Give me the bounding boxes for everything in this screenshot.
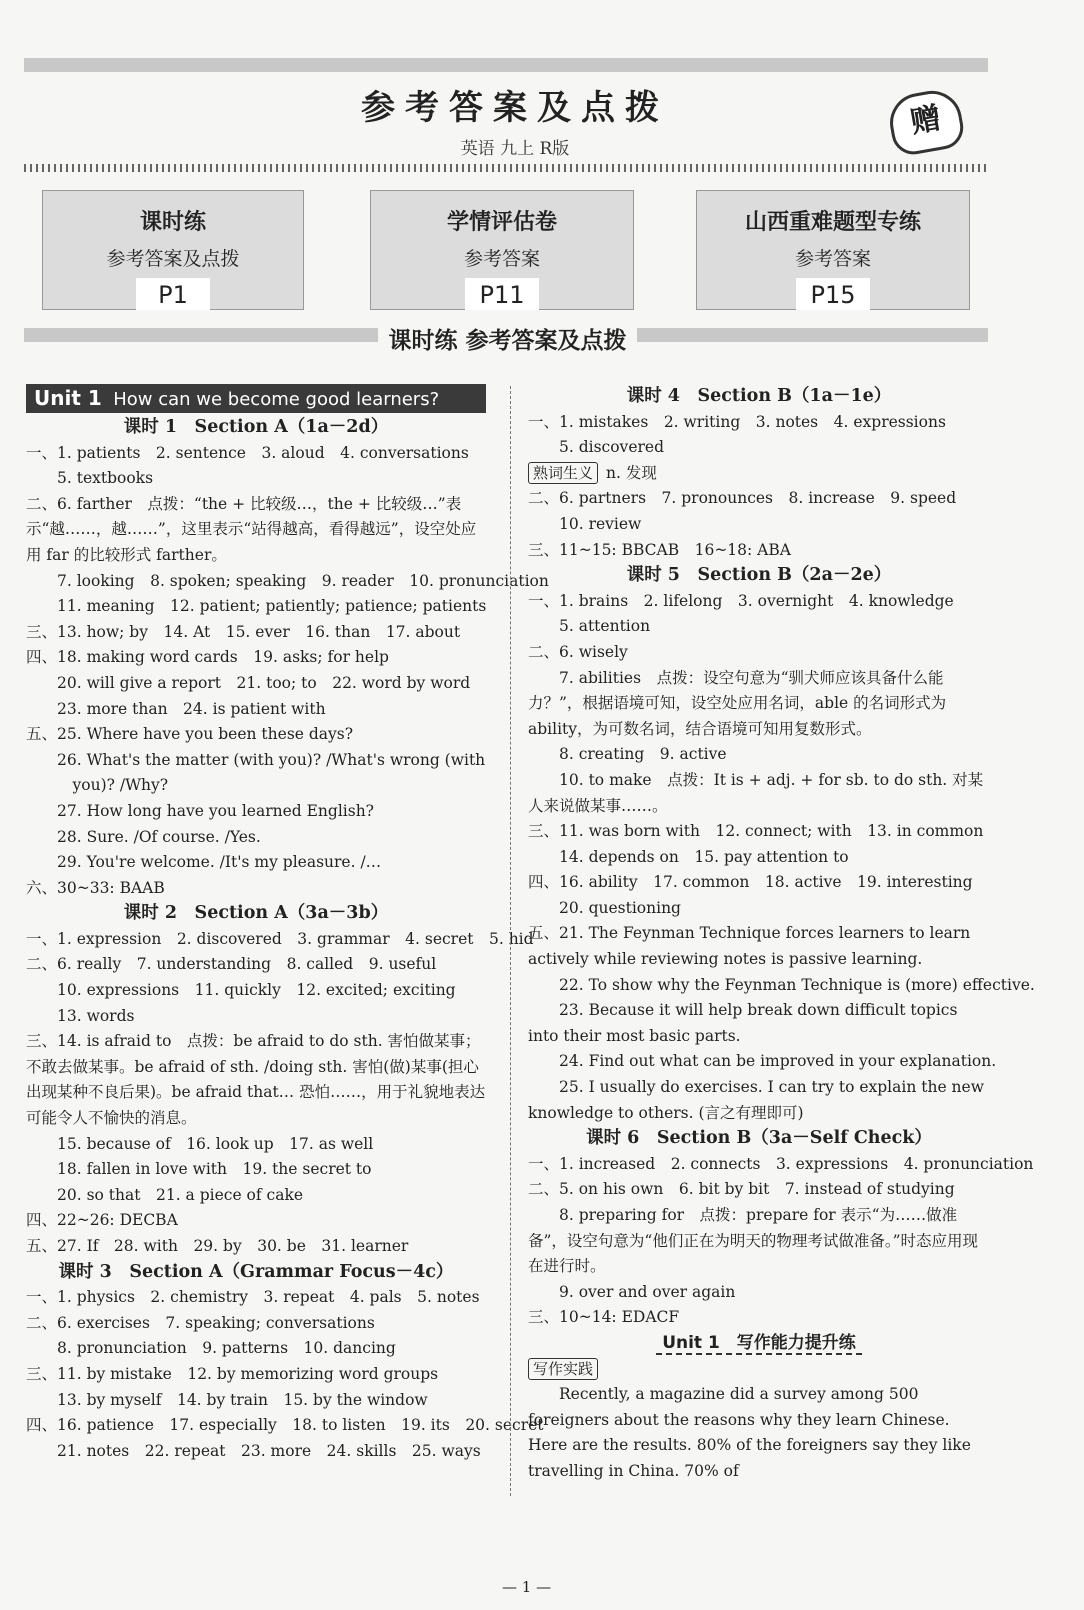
answer-line: 10. expressions 11. quickly 12. excited; exciting [26,981,456,1000]
tag-text: n. 发现 [606,463,657,482]
tag-label: 熟词生义 [528,462,598,484]
lesson-heading: 课时 2 Section A（3a－3b） [123,903,389,924]
answer-note: 7. abilities 点拨：设空句意为“驯犬师应该具备什么能力？”，根据语境可知，设空处应用名词，able 的名词形式为 ability，为可数名词，结合语境可知用复数形式。 [528,668,947,738]
answer-line: 六、30~33: BAAB [26,878,165,897]
answer-line: 三、10~14: EDACF [528,1308,680,1327]
section-title [0,322,1015,355]
answer-line: 5. textbooks [26,469,154,488]
answer-line: 一、1. brains 2. lifelong 3. overnight 4. knowledge [528,591,954,610]
answer-line: 一、1. expression 2. discovered 3. grammar 4. secret 5. hid [26,929,534,948]
box-page: P15 [796,278,870,310]
answer-line: 23. more than 24. is patient with [26,699,326,718]
answer-line: 9. over and over again [528,1282,736,1301]
answer-note: 10. to make 点拨：It is + adj. + for sb. to do sth. 对某人来说做某事……。 [528,770,984,815]
writing-unit-text: Unit 1 写作能力提升练 [656,1333,862,1355]
answer-box-2 [370,190,634,310]
answer-line: 一、1. mistakes 2. writing 3. notes 4. expressions [528,412,946,431]
unit-question: How can we become good learners? [113,389,440,410]
answer-line: 20. will give a report 21. too; to 22. word by word [26,673,471,692]
box-page: P11 [465,278,539,310]
answer-line: 二、5. on his own 6. bit by bit 7. instead of studying [528,1180,955,1199]
writing-unit-heading [528,1331,990,1357]
tag-label: 写作实践 [528,1358,598,1380]
page-subtitle: 英语 九上 R版 [460,139,570,159]
lesson-heading: 课时 4 Section B（1a－1e） [626,386,892,406]
page-title: 参考答案及点拨 [361,88,669,128]
box-title: 山西重难题型专练 [744,210,921,235]
answer-line: 26. What's the matter (with you)? /What's wrong (with [26,750,486,769]
answer-line: 二、6. wisely [528,642,628,661]
divider-rule [24,164,988,172]
answer-line: 28. Sure. /Of course. /Yes. [26,827,261,846]
answer-box-1 [42,190,304,310]
answer-line: 四、22~26: DECBA [26,1211,178,1230]
answer-line: 27. How long have you learned English? [26,801,374,820]
answer-note: 三、14. is afraid to 点拨：be afraid to do sth. 害怕做某事；不敢去做某事。be afraid of sth. /doing sth. 害怕(做)某事(担心出现某种不良后果)。be afraid that… 恐怕……，用于礼貌地表达可能令人不愉快的消息。 [26,1032,486,1128]
answer-box-3 [696,190,970,310]
answer-line: 14. depends on 15. pay attention to [528,847,849,866]
answer-line: you)? /Why? [26,776,169,795]
box-page: P1 [136,278,210,310]
answer-line: 8. pronunciation 9. patterns 10. dancing [26,1339,396,1358]
answer-line: 一、1. patients 2. sentence 3. aloud 4. conversations [26,443,469,462]
tag-line [528,461,990,487]
answer-line: 20. so that 21. a piece of cake [26,1185,304,1204]
left-column [26,384,549,1464]
answer-line: 一、1. physics 2. chemistry 3. repeat 4. pals 5. notes [26,1288,480,1307]
box-subtitle: 参考答案及点拨 [106,248,240,270]
answer-line: 三、11. by mistake 12. by memorizing word groups [26,1364,439,1383]
answer-line: 13. words [26,1006,135,1025]
lesson-heading: 课时 5 Section B（2a－2e） [626,565,892,586]
answer-note: 8. preparing for 点拨：prepare for 表示“为……做准备”，设空句意为“他们正在为明天的物理考试做准备。”时态应用现在进行时。 [528,1206,979,1276]
answer-line: 8. creating 9. active [528,745,727,764]
box-title: 课时练 [139,210,206,235]
answer-note: 五、21. The Feynman Technique forces learners to learn actively while reviewing notes is passive learning. [528,924,971,969]
answer-line: 10. review [528,514,642,533]
answer-line: 22. To show why the Feynman Technique is (more) effective. [528,975,1035,994]
box-subtitle: 参考答案 [463,248,540,270]
answer-line: 四、18. making word cards 19. asks; for help [26,648,389,667]
answer-note: 25. I usually do exercises. I can try to explain the new knowledge to others. (言之有理即可) [528,1078,984,1122]
top-band [24,58,988,72]
answer-line: 三、11. was born with 12. connect; with 13. in common [528,822,984,841]
unit-bar [26,384,486,413]
answer-line: 24. Find out what can be improved in your explanation. [528,1052,997,1071]
gift-badge: 赠 [885,86,966,158]
answer-line: 20. questioning [528,898,681,917]
answer-line: 一、1. increased 2. connects 3. expressions 4. pronunciation [528,1154,1034,1173]
answer-line: 29. You're welcome. /It's my pleasure. /… [26,853,382,872]
answer-line: 五、27. If 28. with 29. by 30. be 31. learner [26,1237,409,1255]
answer-note: 二、6. farther 点拨：“the + 比较级…，the + 比较级…”表示“越……，越……”，这里表示“站得越高，看得越远”，设空处应用 far 的比较形式 farther。 [26,494,477,564]
answer-line: 四、16. ability 17. common 18. active 19. interesting [528,873,973,892]
lesson-heading: 课时 1 Section A（1a－2d） [123,417,389,437]
box-subtitle: 参考答案 [794,248,871,270]
page-number: — 1 — [502,1578,552,1596]
answer-line: 7. looking 8. spoken; speaking 9. reader 10. pronunciation [26,571,549,590]
answer-line: 11. meaning 12. patient; patiently; patience; patients [26,597,487,616]
lesson-heading: 课时 3 Section A（Grammar Focus－4c） [58,1261,454,1282]
answer-line: 四、16. patience 17. especially 18. to listen 19. its 20. secret [26,1416,544,1435]
answer-line: 18. fallen in love with 19. the secret to [26,1160,372,1179]
answer-line: 五、25. Where have you been these days? [26,725,354,744]
answer-line: 三、11~15: BBCAB 16~18: ABA [528,540,791,559]
answer-note: 23. Because it will help break down difficult topics into their most basic parts. [528,1001,958,1045]
answer-line: 二、6. really 7. understanding 8. called 9. useful [26,955,437,974]
answer-line: 5. discovered [528,438,664,457]
tag-line [528,1357,990,1383]
answer-line: 21. notes 22. repeat 23. more 24. skills 25. ways [26,1441,481,1460]
answer-line: 13. by myself 14. by train 15. by the window [26,1390,428,1409]
answer-line: 二、6. partners 7. pronounces 8. increase 9. speed [528,489,957,508]
column-divider [510,386,511,1496]
answer-note: Recently, a magazine did a survey among 500 foreigners about the reasons why they learn Chinese. Here are the results. 80% of the foreigners say they like travelling in China. 70% of [528,1385,971,1480]
answer-line: 15. because of 16. look up 17. as well [26,1134,374,1153]
unit-label: Unit 1 [34,386,102,410]
right-column [528,384,1035,1485]
answer-line: 三、13. how; by 14. At 15. ever 16. than 17. about [26,622,461,641]
box-title: 学情评估卷 [446,210,557,235]
section-title-text: 课时练 参考答案及点拨 [378,328,636,354]
answer-line: 5. attention [528,617,651,636]
answer-line: 二、6. exercises 7. speaking; conversations [26,1313,375,1332]
lesson-heading: 课时 6 Section B（3a－Self Check） [586,1128,932,1149]
